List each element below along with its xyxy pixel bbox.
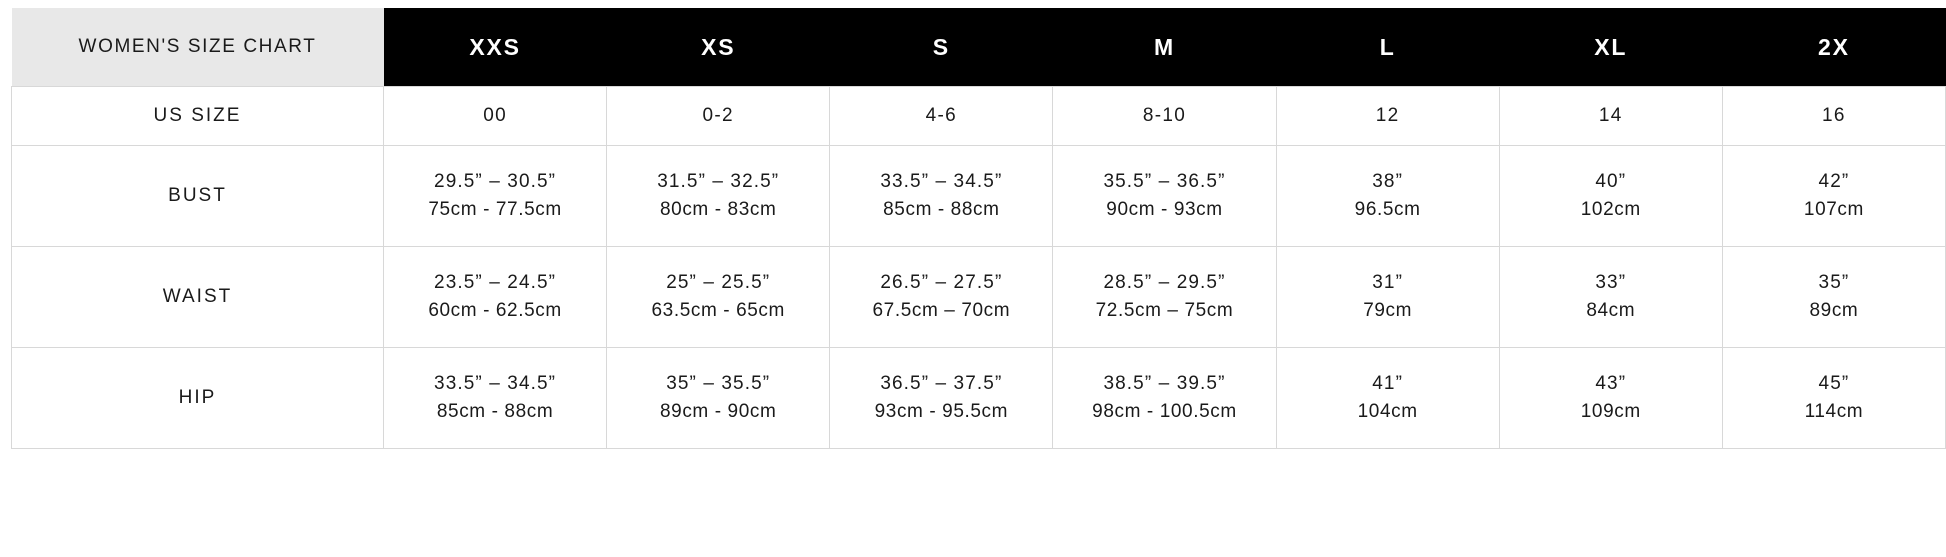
cell-waist-s-inches: 26.5” – 27.5” [880, 272, 1003, 294]
cell-waist-xl [1499, 247, 1722, 348]
cell-waist-l-cm: 79cm [1363, 300, 1413, 321]
cell-bust-xs-inches: 31.5” – 32.5” [657, 171, 780, 193]
size-chart-container [0, 8, 1946, 449]
cell-waist-xxs-inches: 23.5” – 24.5” [434, 272, 557, 294]
table-body [12, 87, 1946, 449]
cell-waist-xxs [384, 247, 607, 348]
column-header-l: L [1276, 8, 1499, 87]
table-header-row [12, 8, 1946, 87]
cell-waist-xxs-cm: 60cm - 62.5cm [428, 300, 562, 321]
cell-bust-2x [1722, 146, 1945, 247]
cell-hip-2x-inches: 45” [1818, 373, 1850, 395]
cell-hip-m-cm: 98cm - 100.5cm [1092, 401, 1237, 422]
cell-us-size-xl: 14 [1499, 87, 1722, 146]
cell-waist-m-cm: 72.5cm – 75cm [1095, 300, 1234, 321]
column-header-2x: 2X [1722, 8, 1945, 87]
cell-waist-xs-cm: 63.5cm - 65cm [651, 300, 785, 321]
cell-bust-xxs [384, 146, 607, 247]
cell-waist-s [830, 247, 1053, 348]
table-row-bust [12, 146, 1946, 247]
cell-hip-xs-cm: 89cm - 90cm [660, 401, 777, 422]
row-label-hip: HIP [12, 348, 384, 449]
column-header-xs: XS [607, 8, 830, 87]
cell-bust-xxs-inches: 29.5” – 30.5” [434, 171, 557, 193]
cell-hip-s-cm: 93cm - 95.5cm [874, 401, 1009, 422]
cell-hip-2x [1722, 348, 1945, 449]
cell-bust-m-cm: 90cm - 93cm [1106, 199, 1223, 220]
cell-bust-xl-cm: 102cm [1580, 199, 1641, 220]
cell-hip-xl-inches: 43” [1595, 373, 1627, 395]
cell-us-size-2x: 16 [1722, 87, 1945, 146]
cell-waist-xs-inches: 25” – 25.5” [666, 272, 771, 294]
cell-bust-s [830, 146, 1053, 247]
cell-hip-s [830, 348, 1053, 449]
cell-waist-2x-cm: 89cm [1809, 300, 1859, 321]
cell-hip-xxs-cm: 85cm - 88cm [436, 401, 554, 422]
cell-hip-xl-cm: 109cm [1580, 401, 1641, 422]
cell-bust-2x-cm: 107cm [1803, 199, 1864, 220]
cell-hip-m [1053, 348, 1276, 449]
cell-waist-m-inches: 28.5” – 29.5” [1103, 272, 1226, 294]
table-row-waist [12, 247, 1946, 348]
cell-waist-s-cm: 67.5cm – 70cm [872, 300, 1011, 321]
cell-hip-l-inches: 41” [1372, 373, 1404, 395]
column-header-xl: XL [1499, 8, 1722, 87]
cell-us-size-xs: 0-2 [607, 87, 830, 146]
row-label-us-size: US SIZE [12, 87, 384, 146]
cell-us-size-xxs: 00 [384, 87, 607, 146]
cell-us-size-l: 12 [1276, 87, 1499, 146]
cell-bust-xxs-cm: 75cm - 77.5cm [428, 199, 562, 220]
cell-bust-l [1276, 146, 1499, 247]
cell-hip-l-cm: 104cm [1357, 401, 1418, 422]
cell-waist-xl-inches: 33” [1595, 272, 1627, 294]
table-head [12, 8, 1946, 87]
cell-bust-xl-inches: 40” [1595, 171, 1627, 193]
cell-bust-s-inches: 33.5” – 34.5” [880, 171, 1003, 193]
table-row-hip [12, 348, 1946, 449]
cell-waist-l [1276, 247, 1499, 348]
cell-hip-xs [607, 348, 830, 449]
column-header-xxs: XXS [384, 8, 607, 87]
cell-bust-xs-cm: 80cm - 83cm [660, 199, 777, 220]
cell-hip-xs-inches: 35” – 35.5” [666, 373, 771, 395]
column-header-s: S [830, 8, 1053, 87]
cell-waist-2x-inches: 35” [1818, 272, 1850, 294]
cell-bust-m [1053, 146, 1276, 247]
cell-hip-xl [1499, 348, 1722, 449]
cell-waist-xs [607, 247, 830, 348]
row-label-waist: WAIST [12, 247, 384, 348]
cell-hip-xxs [384, 348, 607, 449]
cell-bust-xs [607, 146, 830, 247]
column-header-m: M [1053, 8, 1276, 87]
cell-us-size-s: 4-6 [830, 87, 1053, 146]
cell-hip-xxs-inches: 33.5” – 34.5” [434, 373, 557, 395]
cell-waist-l-inches: 31” [1372, 272, 1404, 294]
cell-bust-l-inches: 38” [1372, 171, 1404, 193]
cell-bust-xl [1499, 146, 1722, 247]
table-row-us-size [12, 87, 1946, 146]
cell-bust-s-cm: 85cm - 88cm [883, 199, 1000, 220]
cell-waist-2x [1722, 247, 1945, 348]
cell-hip-m-inches: 38.5” – 39.5” [1103, 373, 1226, 395]
cell-waist-xl-cm: 84cm [1586, 300, 1636, 321]
cell-hip-s-inches: 36.5” – 37.5” [880, 373, 1003, 395]
cell-hip-l [1276, 348, 1499, 449]
cell-bust-m-inches: 35.5” – 36.5” [1103, 171, 1226, 193]
cell-waist-m [1053, 247, 1276, 348]
row-label-bust: BUST [12, 146, 384, 247]
womens-size-chart-table [11, 8, 1946, 449]
cell-bust-l-cm: 96.5cm [1354, 199, 1421, 220]
chart-title: WOMEN'S SIZE CHART [12, 8, 384, 87]
cell-bust-2x-inches: 42” [1818, 171, 1850, 193]
cell-us-size-m: 8-10 [1053, 87, 1276, 146]
cell-hip-2x-cm: 114cm [1804, 401, 1864, 422]
